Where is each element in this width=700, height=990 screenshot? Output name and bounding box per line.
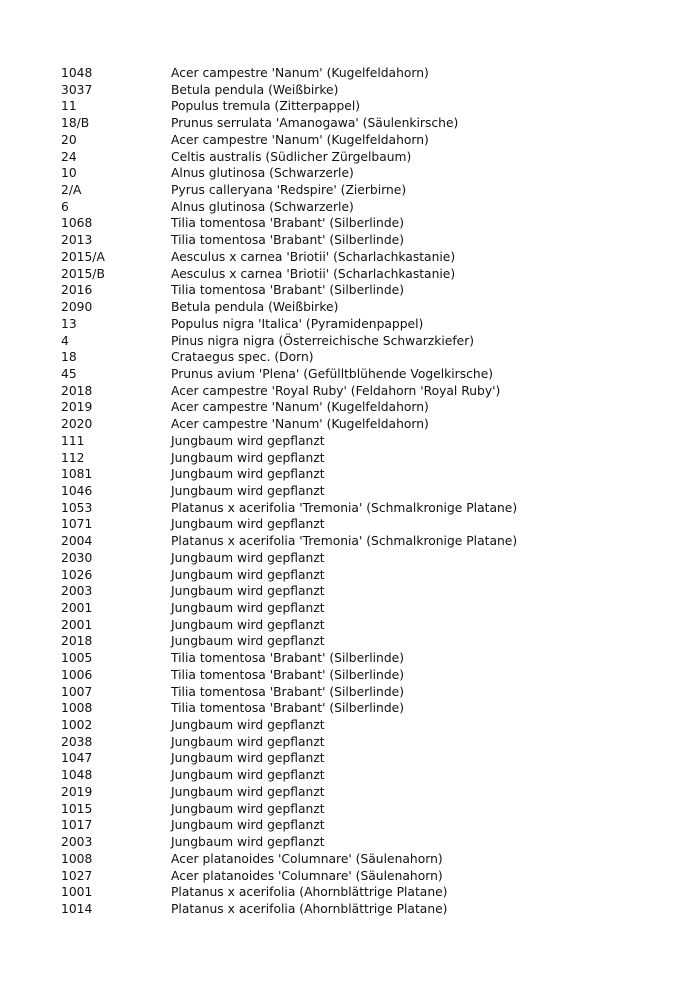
tree-number: 2001 <box>61 617 93 632</box>
tree-species: Alnus glutinosa (Schwarzerle) <box>171 199 354 214</box>
tree-number: 2018 <box>61 383 93 398</box>
tree-species: Tilia tomentosa 'Brabant' (Silberlinde) <box>171 283 405 298</box>
tree-species: Acer platanoides 'Columnare' (Säulenahorn) <box>171 868 443 883</box>
list-item <box>61 817 681 834</box>
tree-species: Betula pendula (Weißbirke) <box>171 82 339 97</box>
list-item <box>61 82 681 99</box>
tree-species: Acer platanoides 'Columnare' (Säulenahorn) <box>171 851 443 866</box>
tree-number: 1017 <box>61 818 93 833</box>
tree-species: Tilia tomentosa 'Brabant' (Silberlinde) <box>171 667 405 682</box>
tree-number: 1027 <box>61 868 93 883</box>
list-item <box>61 784 681 801</box>
list-item <box>61 299 681 316</box>
list-item <box>61 65 681 82</box>
list-item <box>61 567 681 584</box>
list-item <box>61 249 681 266</box>
tree-number: 1068 <box>61 216 93 231</box>
list-item <box>61 767 681 784</box>
list-item <box>61 466 681 483</box>
tree-species: Jungbaum wird gepflanzt <box>171 601 325 615</box>
list-item <box>61 132 681 149</box>
list-item <box>61 450 681 467</box>
list-item <box>61 366 681 383</box>
tree-species: Jungbaum wird gepflanzt <box>171 584 325 599</box>
tree-number: 1015 <box>61 801 93 816</box>
tree-number: 1048 <box>61 768 93 783</box>
tree-number: 1008 <box>61 851 93 866</box>
list-item <box>61 165 681 182</box>
tree-number: 2/A <box>61 183 82 198</box>
tree-species: Prunus serrulata 'Amanogawa' (Säulenkirsche) <box>171 116 459 131</box>
tree-number: 2003 <box>61 835 93 850</box>
tree-number: 1008 <box>61 701 93 716</box>
tree-species: Jungbaum wird gepflanzt <box>171 734 325 749</box>
list-item <box>61 215 681 232</box>
tree-number: 2020 <box>61 417 93 432</box>
list-item <box>61 750 681 767</box>
tree-number: 2019 <box>61 400 93 415</box>
tree-number: 1001 <box>61 885 93 900</box>
list-item <box>61 433 681 450</box>
tree-number: 112 <box>61 450 85 465</box>
tree-number: 11 <box>61 99 77 114</box>
tree-number: 6 <box>61 199 69 214</box>
list-item <box>61 717 681 734</box>
tree-species: Tilia tomentosa 'Brabant' (Silberlinde) <box>171 701 405 716</box>
list-item <box>61 801 681 818</box>
tree-species: Tilia tomentosa 'Brabant' (Silberlinde) <box>171 216 405 231</box>
tree-species: Celtis australis (Südlicher Zürgelbaum) <box>171 149 412 164</box>
tree-number: 2019 <box>61 784 93 799</box>
tree-number: 24 <box>61 149 77 164</box>
list-item <box>61 667 681 684</box>
tree-number: 2030 <box>61 550 93 565</box>
tree-number: 1005 <box>61 651 93 666</box>
list-item <box>61 533 681 550</box>
tree-species: Platanus x acerifolia (Ahornblättrige Platane) <box>171 901 448 916</box>
tree-species: Platanus x acerifolia (Ahornblättrige Platane) <box>171 885 448 900</box>
tree-number: 2016 <box>61 283 93 298</box>
list-item <box>61 516 681 533</box>
list-item <box>61 149 681 166</box>
list-item <box>61 600 681 617</box>
tree-number: 2015/B <box>61 266 105 281</box>
tree-number: 2013 <box>61 233 93 248</box>
tree-number: 1002 <box>61 718 93 733</box>
list-item <box>61 399 681 416</box>
tree-number: 1046 <box>61 483 93 498</box>
tree-number: 2001 <box>61 601 93 615</box>
tree-number: 2018 <box>61 634 93 649</box>
tree-species: Jungbaum wird gepflanzt <box>171 718 325 733</box>
tree-species: Aesculus x carnea 'Briotii' (Scharlachkastanie) <box>171 249 456 264</box>
list-item <box>61 633 681 650</box>
tree-number: 1048 <box>61 66 93 80</box>
list-item <box>61 333 681 350</box>
list-item <box>61 115 681 132</box>
tree-number: 20 <box>61 132 77 147</box>
list-item <box>61 684 681 701</box>
tree-species: Pinus nigra nigra (Österreichische Schwarzkiefer) <box>171 333 475 348</box>
tree-species: Jungbaum wird gepflanzt <box>171 617 325 632</box>
tree-number: 1081 <box>61 467 93 482</box>
tree-number: 2004 <box>61 534 93 549</box>
tree-species: Jungbaum wird gepflanzt <box>171 751 325 766</box>
tree-number: 45 <box>61 366 77 381</box>
list-item <box>61 282 681 299</box>
list-item <box>61 383 681 400</box>
list-item <box>61 884 681 901</box>
tree-number: 1053 <box>61 500 93 515</box>
tree-species: Pyrus calleryana 'Redspire' (Zierbirne) <box>171 183 407 198</box>
tree-species: Populus tremula (Zitterpappel) <box>171 99 361 114</box>
list-item <box>61 851 681 868</box>
tree-species: Jungbaum wird gepflanzt <box>171 801 325 816</box>
list-item <box>61 483 681 500</box>
tree-number: 1014 <box>61 901 93 916</box>
tree-species: Acer campestre 'Nanum' (Kugelfeldahorn) <box>171 417 429 432</box>
tree-species: Jungbaum wird gepflanzt <box>171 784 325 799</box>
tree-species: Jungbaum wird gepflanzt <box>171 467 325 482</box>
list-item <box>61 232 681 249</box>
tree-number: 1006 <box>61 667 93 682</box>
list-item <box>61 734 681 751</box>
tree-number: 1047 <box>61 751 93 766</box>
tree-species: Jungbaum wird gepflanzt <box>171 818 325 833</box>
tree-species: Platanus x acerifolia 'Tremonia' (Schmalkronige Platane) <box>171 500 518 515</box>
list-item <box>61 901 681 918</box>
tree-number: 2003 <box>61 584 93 599</box>
list-item <box>61 617 681 634</box>
tree-number: 10 <box>61 166 77 181</box>
tree-number: 2015/A <box>61 249 105 264</box>
list-item <box>61 266 681 283</box>
tree-species: Jungbaum wird gepflanzt <box>171 550 325 565</box>
tree-species: Alnus glutinosa (Schwarzerle) <box>171 166 354 181</box>
list-item <box>61 650 681 667</box>
tree-species: Jungbaum wird gepflanzt <box>171 450 325 465</box>
tree-species: Acer campestre 'Nanum' (Kugelfeldahorn) <box>171 400 429 415</box>
tree-species: Prunus avium 'Plena' (Gefülltblühende Vogelkirsche) <box>171 366 494 381</box>
tree-species: Populus nigra 'Italica' (Pyramidenpappel) <box>171 316 424 331</box>
list-item <box>61 199 681 216</box>
tree-species: Jungbaum wird gepflanzt <box>171 634 325 649</box>
tree-species: Acer campestre 'Royal Ruby' (Feldahorn 'Royal Ruby') <box>171 383 501 398</box>
tree-number: 2038 <box>61 734 93 749</box>
tree-species: Jungbaum wird gepflanzt <box>171 433 325 448</box>
tree-number: 1071 <box>61 517 93 532</box>
tree-number: 13 <box>61 316 77 331</box>
list-item <box>61 550 681 567</box>
tree-species: Jungbaum wird gepflanzt <box>171 835 325 850</box>
tree-number: 18 <box>61 350 77 365</box>
tree-number: 4 <box>61 333 69 348</box>
tree-species: Jungbaum wird gepflanzt <box>171 567 325 582</box>
tree-number: 1007 <box>61 684 93 699</box>
list-item <box>61 182 681 199</box>
list-item <box>61 98 681 115</box>
tree-species: Platanus x acerifolia 'Tremonia' (Schmalkronige Platane) <box>171 534 518 549</box>
list-item <box>61 500 681 517</box>
tree-number: 1026 <box>61 567 93 582</box>
tree-species: Aesculus x carnea 'Briotii' (Scharlachkastanie) <box>171 266 456 281</box>
tree-species: Tilia tomentosa 'Brabant' (Silberlinde) <box>171 233 405 248</box>
list-item <box>61 349 681 366</box>
tree-number: 18/B <box>61 116 90 131</box>
tree-species: Jungbaum wird gepflanzt <box>171 768 325 783</box>
list-item <box>61 316 681 333</box>
list-item <box>61 583 681 600</box>
tree-species: Crataegus spec. (Dorn) <box>171 350 314 365</box>
tree-species: Jungbaum wird gepflanzt <box>171 483 325 498</box>
tree-species: Jungbaum wird gepflanzt <box>171 517 325 532</box>
list-item <box>61 416 681 433</box>
tree-list <box>61 65 681 918</box>
tree-number: 111 <box>61 433 85 448</box>
tree-number: 3037 <box>61 82 93 97</box>
tree-species: Acer campestre 'Nanum' (Kugelfeldahorn) <box>171 66 429 80</box>
tree-species: Acer campestre 'Nanum' (Kugelfeldahorn) <box>171 132 429 147</box>
tree-species: Tilia tomentosa 'Brabant' (Silberlinde) <box>171 684 405 699</box>
tree-number: 2090 <box>61 300 93 315</box>
list-item <box>61 834 681 851</box>
list-item <box>61 868 681 885</box>
tree-species: Tilia tomentosa 'Brabant' (Silberlinde) <box>171 651 405 666</box>
list-item <box>61 700 681 717</box>
tree-species: Betula pendula (Weißbirke) <box>171 300 339 315</box>
